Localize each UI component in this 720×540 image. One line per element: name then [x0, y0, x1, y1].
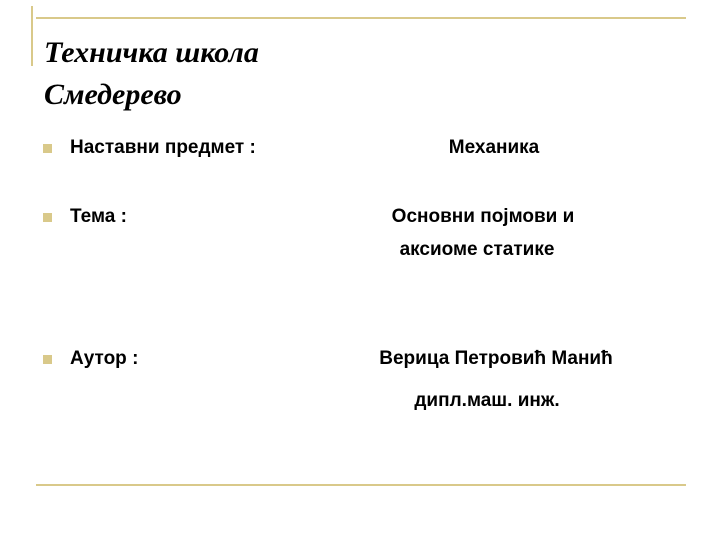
topic-value-line-2: аксиоме статике [399, 239, 555, 260]
slide-title [44, 32, 259, 116]
bullet-square-icon [43, 355, 52, 364]
top-divider [36, 17, 686, 19]
bullet-square-icon [43, 144, 52, 153]
author-label: Аутор : [70, 348, 139, 369]
subject-value: Механика [448, 137, 540, 158]
author-value-line-2: дипл.маш. инж. [414, 390, 560, 411]
bullet-square-icon [43, 213, 52, 222]
title-line-1: Техничка школа [44, 36, 259, 69]
topic-label: Тема : [70, 206, 127, 227]
subject-label: Наставни предмет : [70, 137, 256, 158]
title-line-2: Смедерево [44, 78, 182, 111]
topic-value-line-1: Основни појмови и [391, 206, 575, 227]
left-divider [31, 6, 33, 66]
author-value-line-1: Верица Петровић Манић [379, 348, 613, 369]
bottom-divider [36, 484, 686, 486]
